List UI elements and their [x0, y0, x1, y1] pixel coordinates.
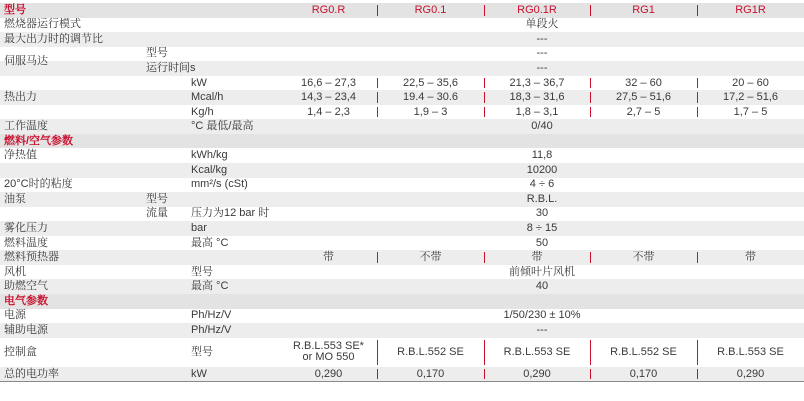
column-header-rg0-1: RG0.1 [414, 3, 447, 16]
header-column-separator [590, 5, 591, 16]
header-column-separator [484, 5, 485, 16]
table-row-fuel-temp [0, 236, 804, 251]
table-row-preheater [0, 250, 804, 265]
row-label: 油泵 [4, 192, 26, 205]
row-unit: kW [191, 367, 207, 380]
value-rg0-r: 1,4 – 2,3 [307, 105, 350, 118]
value-rg0-r [280, 338, 377, 367]
table-row-aux-supply [0, 323, 804, 338]
column-separator [484, 252, 485, 263]
column-separator [484, 107, 485, 118]
header-column-separator [377, 5, 378, 16]
table-row-control-box [0, 338, 804, 367]
row-label: 风机 [4, 265, 26, 278]
row-unit: 压力为12 bar 时 [191, 207, 270, 220]
row-value-all: 50 [535, 236, 549, 249]
value-rg1r: 17,2 – 51,6 [722, 91, 779, 104]
row-unit: 最高 °C [191, 280, 229, 293]
value-rg0-1r: 0,290 [523, 367, 551, 380]
row-unit: 型号 [191, 265, 213, 278]
row-unit: Ph/Hz/V [191, 323, 232, 336]
value-rg0-r: 0,290 [314, 367, 343, 380]
table-bottom-rule [0, 381, 804, 382]
header-model-label: 型号 [4, 3, 26, 16]
row-label: 雾化压力 [4, 222, 48, 235]
table-row-pump-flow [0, 207, 804, 222]
column-header-rg0-1r: RG0.1R [517, 3, 557, 16]
column-separator [590, 78, 591, 89]
row-value-all: --- [536, 47, 548, 60]
row-unit: bar [191, 222, 207, 235]
value-rg1r: R.B.L.553 SE [717, 345, 784, 358]
value-rg0-r-line: or MO 550 [302, 351, 355, 364]
table-row-total-power [0, 367, 804, 382]
row-label: 总的电功率 [4, 367, 59, 380]
row-sublabel: 运行时间s [146, 61, 196, 74]
value-rg0-1: 22,5 – 35,6 [402, 76, 459, 89]
row-label: 热出力 [4, 91, 37, 104]
row-value-all: 4 ÷ 6 [529, 178, 555, 191]
section-title: 燃料/空气参数 [4, 134, 74, 147]
column-separator [377, 92, 378, 103]
column-separator [697, 369, 698, 380]
row-label: 燃料预热器 [4, 251, 59, 264]
value-rg0-1r: 1,8 – 3,1 [515, 105, 559, 118]
value-rg1: 0,170 [629, 367, 658, 380]
row-label: 助燃空气 [4, 280, 48, 293]
value-rg0-1r: R.B.L.553 SE [503, 345, 571, 358]
row-value-all: R.B.L. [526, 192, 558, 205]
column-separator [697, 340, 698, 365]
value-rg0-1: 不带 [419, 251, 442, 264]
row-sublabel: 型号 [146, 47, 168, 60]
table-row-ncv-kcal [0, 163, 804, 178]
header-row [0, 3, 804, 18]
row-label: 净热值 [4, 149, 37, 162]
value-rg0-r-line: R.B.L.553 SE* [293, 340, 364, 353]
column-separator [590, 107, 591, 118]
column-separator [590, 340, 591, 365]
value-rg1: 27,5 – 51,6 [615, 91, 672, 104]
column-header-rg0-r: RG0.R [311, 3, 346, 16]
row-unit: mm²/s (cSt) [191, 178, 248, 191]
column-separator [697, 107, 698, 118]
section-title: 电气参数 [4, 294, 48, 307]
value-rg0-1: R.B.L.552 SE [397, 345, 464, 358]
table-row-servo-model [0, 47, 804, 67]
column-separator [377, 78, 378, 89]
header-column-separator [697, 5, 698, 16]
column-separator [377, 340, 378, 365]
table-row-viscosity [0, 178, 804, 193]
row-unit: 最高 °C [191, 236, 229, 249]
value-rg1: 不带 [632, 251, 655, 264]
row-unit: 型号 [191, 345, 213, 358]
row-unit: Kg/h [191, 105, 214, 118]
value-rg0-1: 0,170 [416, 367, 445, 380]
row-label: 最大出力时的调节比 [4, 32, 103, 45]
column-separator [377, 107, 378, 118]
row-unit: °C 最低/最高 [191, 120, 254, 133]
column-separator [590, 369, 591, 380]
value-rg1r: 0,290 [736, 367, 765, 380]
value-rg1: 2,7 – 5 [626, 105, 661, 118]
table-row-pump-model [0, 192, 804, 207]
row-label: 燃烧器运行模式 [4, 18, 81, 31]
table-row-turndown [0, 32, 804, 47]
row-value-all: 10200 [526, 163, 558, 176]
value-rg1r: 20 – 60 [732, 76, 769, 89]
row-unit: kW [191, 76, 207, 89]
column-separator [697, 92, 698, 103]
column-header-rg1: RG1 [632, 3, 655, 16]
value-rg0-1: 1,9 – 3 [413, 105, 448, 118]
value-rg0-r: 带 [323, 251, 334, 264]
table-row-burner-mode [0, 18, 804, 33]
value-rg1: 32 – 60 [625, 76, 662, 89]
row-unit: Kcal/kg [191, 163, 228, 176]
row-value-all: 11,8 [531, 149, 553, 162]
table-row-ncv-kwh [0, 149, 804, 164]
value-rg0-1r: 带 [531, 251, 543, 264]
row-label: 电源 [4, 309, 26, 322]
column-separator [590, 252, 591, 263]
column-separator [484, 78, 485, 89]
column-separator [697, 252, 698, 263]
row-label: 伺服马达 [4, 54, 48, 67]
row-label: 燃料温度 [4, 236, 48, 249]
row-value-all: 1/50/230 ± 10% [503, 309, 581, 322]
row-value-all: --- [536, 61, 548, 74]
row-value-all: --- [536, 32, 548, 45]
row-label: 工作温度 [4, 120, 48, 133]
row-value-all: 0/40 [531, 120, 553, 133]
value-rg1: R.B.L.552 SE [610, 345, 677, 358]
column-header-rg1r: RG1R [735, 3, 766, 16]
row-value-all: 40 [535, 280, 549, 293]
row-value-all: --- [536, 323, 548, 336]
column-separator [590, 92, 591, 103]
row-value-all: 前倾叶片风机 [509, 265, 575, 278]
row-sublabel: 型号 [146, 192, 168, 205]
row-unit: Ph/Hz/V [191, 309, 232, 322]
row-sublabel: 流量 [146, 207, 168, 220]
row-unit: Mcal/h [191, 91, 224, 104]
column-separator [697, 78, 698, 89]
row-label: 辅助电源 [4, 323, 48, 336]
section-header-elec-section [0, 294, 804, 309]
value-rg0-r: 16,6 – 27,3 [300, 76, 357, 89]
value-rg0-1r: 18,3 – 31,6 [509, 91, 565, 104]
value-rg1r: 带 [745, 251, 756, 264]
section-header-fuel-section [0, 134, 804, 149]
value-rg0-1: 19.4 – 30.6 [402, 91, 459, 104]
row-label: 20°C时的粘度 [4, 178, 73, 191]
table-row-atomising [0, 221, 804, 236]
value-rg1r: 1,7 – 5 [733, 105, 768, 118]
column-separator [484, 92, 485, 103]
column-separator [484, 340, 485, 365]
table-row-work-temp [0, 119, 804, 134]
table-row-fan [0, 265, 804, 280]
row-unit: kWh/kg [191, 149, 228, 162]
row-label: 控制盒 [4, 345, 37, 358]
value-rg0-1r: 21,3 – 36,7 [509, 76, 565, 89]
table-row-air-temp [0, 279, 804, 294]
row-value-all: 30 [535, 207, 549, 220]
value-rg0-r: 14,3 – 23,4 [300, 91, 357, 104]
table-row-power-supply [0, 309, 804, 324]
column-separator [377, 369, 378, 380]
row-value-all: 单段火 [525, 18, 559, 31]
row-value-all: 8 ÷ 15 [526, 222, 558, 235]
column-separator [484, 369, 485, 380]
column-separator [377, 252, 378, 263]
